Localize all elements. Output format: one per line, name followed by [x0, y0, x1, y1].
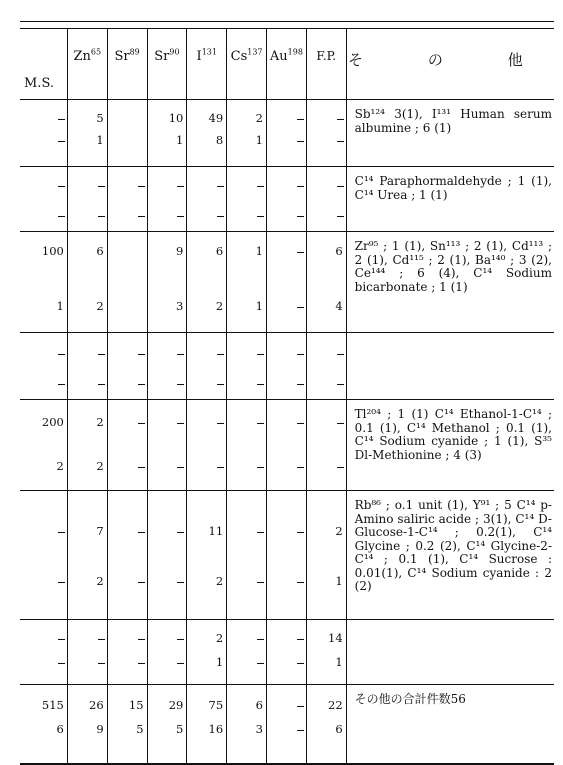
- value-cell: [147, 400, 187, 491]
- cell-value: 1: [335, 574, 343, 588]
- dash-mark: [58, 186, 65, 187]
- cell-value: 5: [136, 722, 144, 736]
- cell-value: 5: [176, 722, 184, 736]
- dash-mark: [297, 663, 304, 664]
- value-cell: [107, 400, 147, 491]
- column-header-label: Sr: [154, 49, 170, 64]
- column-header-label: I: [196, 49, 202, 64]
- cell-value: 5: [96, 111, 104, 125]
- dash-mark: [177, 423, 184, 424]
- cell-value: 9: [176, 244, 184, 258]
- value-cell: [267, 232, 307, 333]
- cell-value: 200: [41, 415, 64, 429]
- dash-mark: [58, 216, 65, 217]
- cell-value: 7: [96, 524, 104, 538]
- value-cell: [267, 620, 307, 685]
- dash-mark: [257, 384, 264, 385]
- column-header: [227, 29, 267, 100]
- dash-mark: [58, 384, 65, 385]
- dash-mark: [177, 532, 184, 533]
- dash-mark: [297, 467, 304, 468]
- table-row-group: [20, 100, 554, 167]
- dash-mark: [337, 186, 344, 187]
- dash-mark: [217, 216, 224, 217]
- other-isotopes-note: C¹⁴ Paraphormaldehyde ; 1 (1), C¹⁴ Urea ; 1 (1): [346, 167, 554, 232]
- cell-value: 14: [328, 631, 343, 645]
- column-header-label: そ の 他: [348, 51, 553, 69]
- dash-mark: [257, 639, 264, 640]
- value-cell: [306, 491, 346, 620]
- value-cell: [227, 232, 267, 333]
- cell-value: 6: [255, 698, 263, 712]
- mass-number: 65: [90, 47, 102, 57]
- column-header-label: M.S.: [24, 76, 55, 91]
- cell-value: 515: [41, 698, 64, 712]
- column-header-label: Sr: [114, 49, 130, 64]
- cell-value: 26: [89, 698, 104, 712]
- value-cell: [67, 100, 107, 167]
- dash-mark: [138, 186, 145, 187]
- dash-mark: [177, 186, 184, 187]
- value-cell: [267, 685, 307, 765]
- dash-mark: [58, 141, 65, 142]
- value-cell: [67, 167, 107, 232]
- column-header: [107, 29, 147, 100]
- column-header-label: Au: [269, 49, 288, 64]
- column-header: [267, 29, 307, 100]
- dash-mark: [297, 307, 304, 308]
- value-cell: [306, 620, 346, 685]
- column-header: [306, 29, 346, 100]
- value-cell: [306, 167, 346, 232]
- value-cell: [147, 491, 187, 620]
- table-row-group: [20, 400, 554, 491]
- dash-mark: [138, 582, 145, 583]
- value-cell: [20, 400, 67, 491]
- value-cell: [227, 685, 267, 765]
- dash-mark: [138, 384, 145, 385]
- cell-value: 2: [215, 299, 224, 313]
- cell-value: 29: [168, 698, 184, 712]
- dash-mark: [297, 141, 304, 142]
- dash-mark: [138, 663, 145, 664]
- value-cell: [306, 333, 346, 400]
- dash-mark: [138, 216, 145, 217]
- dash-mark: [257, 532, 264, 533]
- dash-mark: [337, 467, 344, 468]
- cell-value: 3: [176, 299, 184, 313]
- dash-mark: [58, 354, 65, 355]
- dash-mark: [297, 582, 304, 583]
- value-cell: [227, 620, 267, 685]
- value-cell: [20, 685, 67, 765]
- value-cell: [67, 685, 107, 765]
- dash-mark: [257, 663, 264, 664]
- dash-mark: [257, 467, 264, 468]
- value-cell: [187, 232, 227, 333]
- dash-mark: [98, 663, 105, 664]
- cell-value: 6: [96, 244, 104, 258]
- table-row-group: [20, 491, 554, 620]
- dash-mark: [177, 384, 184, 385]
- column-header: [147, 29, 187, 100]
- table-row-group: [20, 167, 554, 232]
- dash-mark: [297, 119, 304, 120]
- dash-mark: [177, 354, 184, 355]
- cell-value: 2: [335, 524, 343, 538]
- table-row-group: [20, 333, 554, 400]
- value-cell: [147, 167, 187, 232]
- value-cell: [267, 491, 307, 620]
- dash-mark: [337, 119, 344, 120]
- column-header-label: F.P.: [316, 49, 337, 63]
- value-cell: [20, 491, 67, 620]
- dash-mark: [58, 639, 65, 640]
- table-row-group: [20, 685, 554, 765]
- dash-mark: [337, 354, 344, 355]
- value-cell: [147, 232, 187, 333]
- value-cell: [20, 620, 67, 685]
- table-header-row: [20, 29, 554, 100]
- value-cell: [107, 167, 147, 232]
- dash-mark: [297, 423, 304, 424]
- cell-value: 100: [41, 244, 64, 258]
- dash-mark: [297, 384, 304, 385]
- dash-mark: [337, 216, 344, 217]
- dash-mark: [297, 354, 304, 355]
- dash-mark: [138, 354, 145, 355]
- cell-value: 2: [56, 459, 64, 473]
- cell-value: 4: [335, 299, 343, 313]
- dash-mark: [217, 423, 224, 424]
- column-header-label: Cs: [230, 49, 248, 64]
- cell-value: 15: [128, 698, 144, 712]
- value-cell: [147, 685, 187, 765]
- dash-mark: [177, 663, 184, 664]
- dash-mark: [297, 639, 304, 640]
- value-cell: [107, 685, 147, 765]
- dash-mark: [58, 119, 65, 120]
- dash-mark: [138, 467, 145, 468]
- other-isotopes-note: Sb¹²⁴ 3(1), I¹³¹ Human serum albumine ; 6 (1): [346, 100, 554, 167]
- value-cell: [227, 333, 267, 400]
- dash-mark: [177, 639, 184, 640]
- value-cell: [306, 100, 346, 167]
- value-cell: [187, 685, 227, 765]
- value-cell: [187, 491, 227, 620]
- dash-mark: [177, 216, 184, 217]
- value-cell: [20, 232, 67, 333]
- cell-value: 6: [335, 722, 343, 736]
- value-cell: [67, 333, 107, 400]
- dash-mark: [138, 639, 145, 640]
- dash-mark: [217, 384, 224, 385]
- dash-mark: [297, 730, 304, 731]
- table-row-group: [20, 620, 554, 685]
- cell-value: 10: [168, 111, 184, 125]
- value-cell: [107, 232, 147, 333]
- dash-mark: [177, 467, 184, 468]
- value-cell: [227, 167, 267, 232]
- value-cell: [187, 100, 227, 167]
- value-cell: [227, 491, 267, 620]
- cell-value: 9: [96, 722, 104, 736]
- other-isotopes-note: Zr⁹⁵ ; 1 (1), Sn¹¹³ ; 2 (1), Cd¹¹³ ; 2 (1), Cd¹¹⁵ ; 2 (1), Ba¹⁴⁰ ; 3 (2), Ce¹⁴⁴ ; 6 (4), C¹⁴ Sodium bicarbonate ; 1 (1): [346, 232, 554, 333]
- value-cell: [187, 620, 227, 685]
- dash-mark: [257, 582, 264, 583]
- dash-mark: [177, 582, 184, 583]
- dash-mark: [138, 532, 145, 533]
- column-header: [346, 29, 554, 100]
- dash-mark: [297, 706, 304, 707]
- dash-mark: [98, 639, 105, 640]
- cell-value: 2: [215, 574, 224, 588]
- table-top-rule: [20, 21, 554, 22]
- other-isotopes-note: Tl²⁰⁴ ; 1 (1) C¹⁴ Ethanol-1-C¹⁴ ; 0.1 (1), C¹⁴ Methanol ; 0.1 (1), C¹⁴ Sodium cyanide ; 1 (1), S³⁵ Dl-Methionine ; 4 (3): [346, 400, 554, 491]
- value-cell: [147, 100, 187, 167]
- cell-value: 6: [56, 722, 64, 736]
- dash-mark: [257, 216, 264, 217]
- mass-number: 90: [169, 47, 180, 57]
- dash-mark: [337, 384, 344, 385]
- value-cell: [306, 232, 346, 333]
- cell-value: 49: [208, 111, 224, 125]
- cell-value: 11: [208, 524, 224, 538]
- value-cell: [267, 167, 307, 232]
- value-cell: [187, 167, 227, 232]
- dash-mark: [98, 216, 105, 217]
- value-cell: [187, 400, 227, 491]
- value-cell: [227, 400, 267, 491]
- dash-mark: [98, 384, 105, 385]
- mass-number: 137: [247, 47, 263, 57]
- cell-value: 16: [208, 722, 224, 736]
- dash-mark: [257, 354, 264, 355]
- cell-value: 75: [208, 698, 224, 712]
- value-cell: [306, 400, 346, 491]
- value-cell: [267, 333, 307, 400]
- column-header-label: Zn: [73, 49, 91, 64]
- dash-mark: [58, 663, 65, 664]
- value-cell: [107, 620, 147, 685]
- other-isotopes-note: Rb⁸⁶ ; o.1 unit (1), Y⁹¹ ; 5 C¹⁴ p-Amino saliric acide ; 3(1), C¹⁴ D-Glucose-1-C¹⁴ ; 0.2(1), C¹⁴ Glycine ; 0.2 (2), C¹⁴ Glycine-2-C¹⁴ ; 0.1 (1), C¹⁴ Sucrose : 0.01(1), C¹⁴ Sodium cyanide : 2 (2): [346, 491, 554, 620]
- value-cell: [267, 100, 307, 167]
- other-isotopes-note: その他の合計件数56: [346, 685, 554, 765]
- dash-mark: [297, 532, 304, 533]
- cell-value: 1: [255, 133, 263, 147]
- other-isotopes-note: [346, 333, 554, 400]
- other-isotopes-note: [346, 620, 554, 685]
- cell-value: 1: [176, 133, 184, 147]
- dash-mark: [297, 186, 304, 187]
- dash-mark: [257, 186, 264, 187]
- cell-value: 3: [255, 722, 263, 736]
- value-cell: [107, 491, 147, 620]
- value-cell: [67, 491, 107, 620]
- value-cell: [187, 333, 227, 400]
- cell-value: 2: [255, 111, 263, 125]
- radioisotope-table: [20, 28, 554, 765]
- value-cell: [147, 333, 187, 400]
- dash-mark: [217, 186, 224, 187]
- dash-mark: [297, 252, 304, 253]
- table-row-group: [20, 232, 554, 333]
- value-cell: [20, 100, 67, 167]
- cell-value: 6: [335, 244, 343, 258]
- cell-value: 2: [96, 574, 104, 588]
- cell-value: 1: [335, 655, 343, 669]
- column-header: [20, 29, 67, 100]
- dash-mark: [98, 354, 105, 355]
- mass-number: 198: [287, 47, 303, 57]
- value-cell: [20, 167, 67, 232]
- cell-value: 2: [96, 415, 104, 429]
- value-cell: [267, 400, 307, 491]
- value-cell: [147, 620, 187, 685]
- cell-value: 1: [56, 299, 64, 313]
- value-cell: [306, 685, 346, 765]
- dash-mark: [58, 532, 65, 533]
- table-body: [20, 100, 554, 765]
- dash-mark: [337, 141, 344, 142]
- cell-value: 1: [96, 133, 104, 147]
- column-header: [187, 29, 227, 100]
- cell-value: 8: [215, 133, 224, 147]
- cell-value: 1: [215, 655, 224, 669]
- dash-mark: [58, 582, 65, 583]
- value-cell: [20, 333, 67, 400]
- dash-mark: [337, 423, 344, 424]
- dash-mark: [257, 423, 264, 424]
- cell-value: 6: [215, 244, 224, 258]
- column-header: [67, 29, 107, 100]
- value-cell: [227, 100, 267, 167]
- dash-mark: [217, 354, 224, 355]
- value-cell: [67, 400, 107, 491]
- mass-number: 89: [129, 47, 140, 57]
- dash-mark: [217, 467, 224, 468]
- value-cell: [107, 333, 147, 400]
- cell-value: 2: [215, 631, 224, 645]
- value-cell: [67, 232, 107, 333]
- dash-mark: [98, 186, 105, 187]
- value-cell: [67, 620, 107, 685]
- cell-value: 1: [255, 299, 263, 313]
- cell-value: 2: [96, 459, 104, 473]
- cell-value: 1: [255, 244, 263, 258]
- dash-mark: [297, 216, 304, 217]
- cell-value: 2: [96, 299, 104, 313]
- value-cell: [107, 100, 147, 167]
- mass-number: 131: [201, 47, 217, 57]
- dash-mark: [138, 423, 145, 424]
- cell-value: 22: [328, 698, 343, 712]
